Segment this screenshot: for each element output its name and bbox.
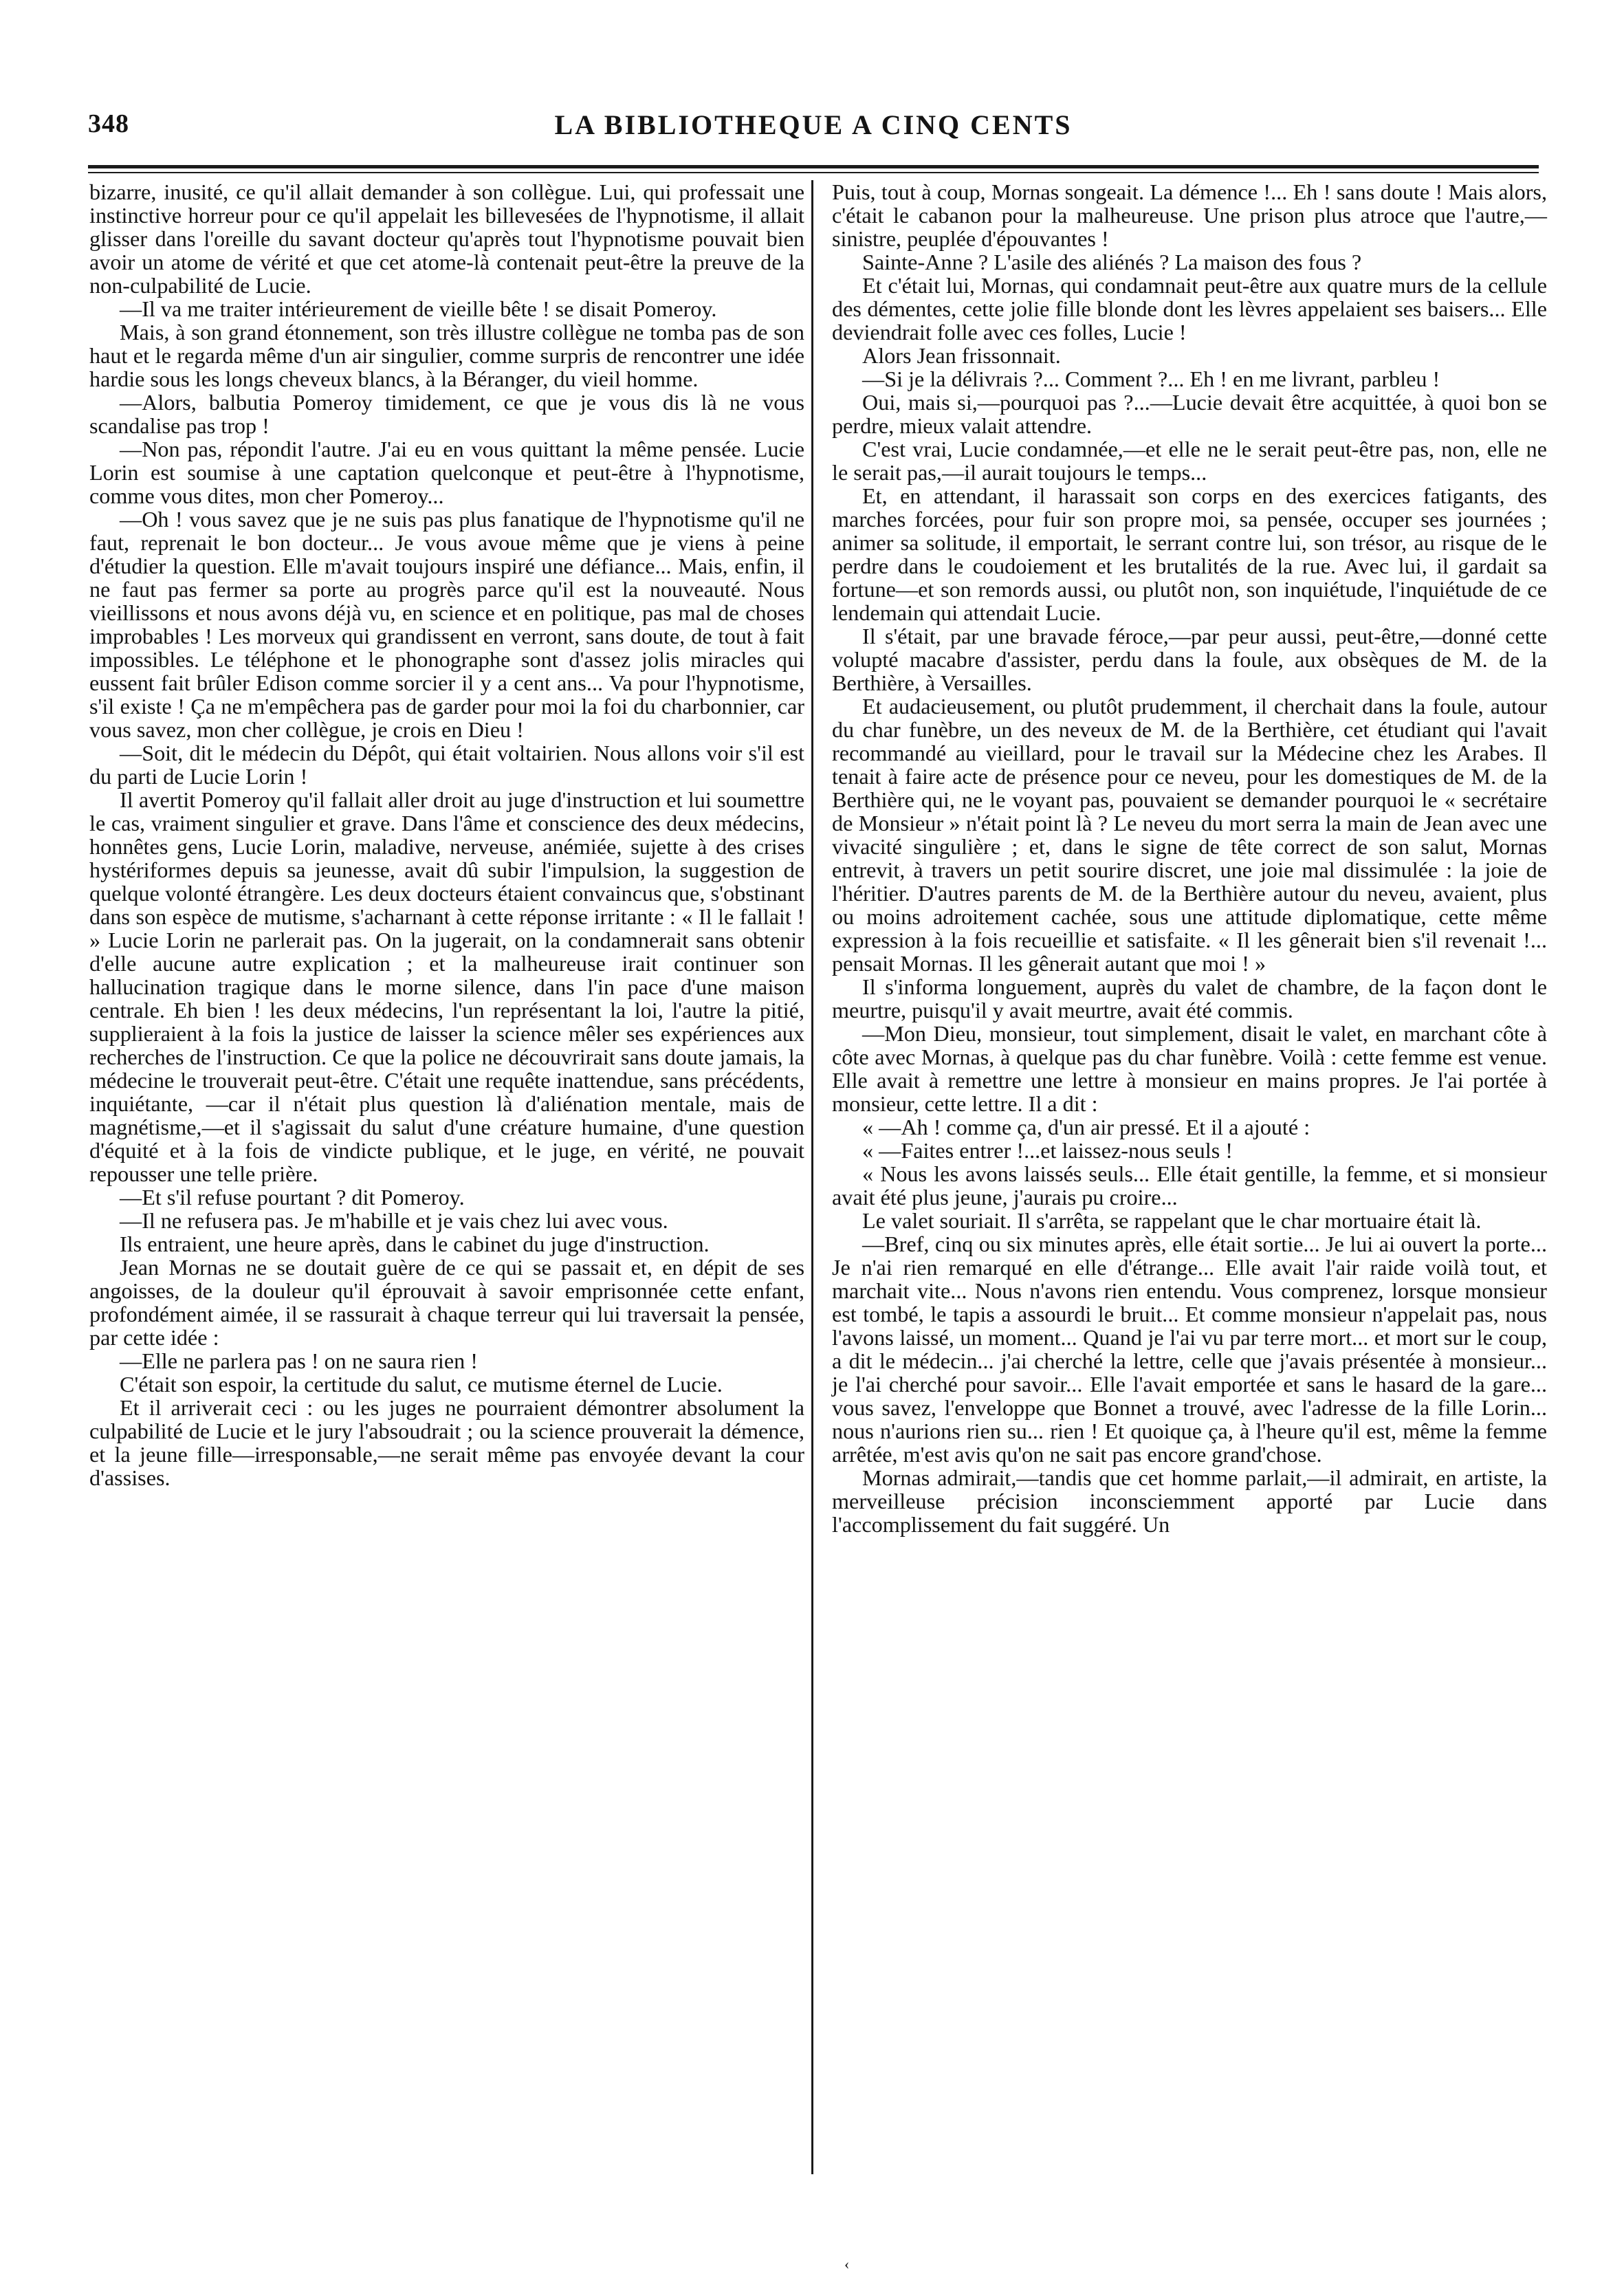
page-number: 348	[88, 109, 129, 138]
paragraph: Ils entraient, une heure après, dans le cabinet du juge d'instruction.	[120, 1232, 710, 1256]
paragraph: Sainte-Anne ? L'asile des aliénés ? La maison des fous ?	[862, 250, 1362, 274]
paragraph: —Non pas, répondit l'autre. J'ai eu en vous quittant la même pensée. Lucie Lorin est soumise à une captation quelconque et peut-être à l'hypnotisme, comme vous dites, mon cher Pomeroy...	[89, 437, 804, 508]
paragraph: C'est vrai, Lucie condamnée,—et elle ne le serait peut-être pas, non, elle ne le serait pas,—il aurait toujours le temps...	[832, 437, 1547, 485]
paragraph: Mais, à son grand étonnement, son très illustre collègue ne tomba pas de son haut et le regarda même d'un air singulier, comme surpris de rencontrer une idée hardie sous les longs cheveux blancs, à la Béranger, du vieil homme.	[89, 320, 804, 391]
header-rule	[88, 165, 1539, 168]
paragraph: Il s'était, par une bravade féroce,—par peur aussi, peut-être,—donné cette volupté macabre d'assister, perdu dans la foule, aux obsèques de M. de la Berthière, à Versailles.	[832, 624, 1547, 695]
paragraph: « —Faites entrer !...et laissez-nous seuls !	[862, 1138, 1233, 1163]
paragraph: Il s'informa longuement, auprès du valet de chambre, de la façon dont le meurtre, puisqu'il y avait meurtre, avait été commis.	[832, 974, 1547, 1022]
running-title: LA BIBLIOTHEQUE A CINQ CENTS	[554, 109, 1073, 140]
column-divider	[811, 180, 813, 2174]
paragraph: —Alors, balbutia Pomeroy timidement, ce que je vous dis là ne vous scandalise pas trop !	[89, 390, 804, 438]
header-rule-thin	[88, 172, 1539, 173]
paragraph: —Si je la délivrais ?... Comment ?... Eh ! en me livrant, parbleu !	[862, 366, 1440, 391]
paragraph: Alors Jean frissonnait.	[862, 343, 1061, 368]
paragraph: Mornas admirait,—tandis que cet homme parlait,—il admirait, en artiste, la merveilleuse précision inconsciemment apporté par Lucie dans l'accomplissement du fait suggéré. Un	[832, 1465, 1547, 1537]
left-column	[89, 180, 804, 1489]
page-header	[88, 109, 1539, 150]
paragraph: Et c'était lui, Mornas, qui condamnait peut-être aux quatre murs de la cellule des démentes, cette jolie fille blonde dont les lèvres appelaient ses baisers... Elle deviendrait folle avec ces folles, Lucie !	[832, 273, 1547, 344]
paragraph: bizarre, inusité, ce qu'il allait demander à son collègue. Lui, qui professait une instinctive horreur pour ce qu'il appelait les billevesées de l'hypnotisme, il allait glisser dans l'oreille du savant docteur qu'après tout l'hypnotisme pouvait bien avoir un atome de vérité et que cet atome-là contenait peut-être la preuve de la non-culpabilité de Lucie.	[89, 179, 804, 298]
paragraph: Jean Mornas ne se doutait guère de ce qui se passait et, en dépit de ses angoisses, de la douleur qu'il éprouvait à savoir emprisonnée cette enfant, profondément aimée, il se rassurait à chaque terreur qui lui traversait la pensée, par cette idée :	[89, 1255, 804, 1350]
paragraph: —Bref, cinq ou six minutes après, elle était sortie... Je lui ai ouvert la porte... Je n'ai rien remarqué en elle d'étrange... Elle avait l'air raide voilà tout, et marchait vite... Nous n'avons rien entendu. Vous comprenez, lorsque monsieur est tombé, le tapis a assourdi le bruit... Et comme monsieur n'appelait pas, nous l'avons laissé, un moment... Quand je l'ai vu par terre mort... et mort sur le coup, a dit le médecin... j'ai cherché la lettre, celle que j'avais présentée à monsieur... je l'ai cherché pour savoir... Elle l'avait emportée et sans le hasard de la gare... vous savez, l'enveloppe que Bonnet a trouvé, avec l'adresse de la fille Lorin... nous n'aurions rien su... rien ! Et quoique ça, à l'heure qu'il est, même la femme arrêtée, m'est avis qu'on ne sait pas encore grand'chose.	[832, 1232, 1547, 1467]
bottom-mark: ‹	[844, 2255, 850, 2273]
paragraph: —Soit, dit le médecin du Dépôt, qui était voltairien. Nous allons voir s'il est du parti de Lucie Lorin !	[89, 741, 804, 789]
paragraph: Et audacieusement, ou plutôt prudemment, il cherchait dans la foule, autour du char funèbre, un des neveux de M. de la Berthière, cet étudiant qui l'avait recommandé au vieillard, pour le travail sur la Médecine chez les Arabes. Il tenait à faire acte de présence pour ce neveu, pour les domestiques de M. de la Berthière qui, ne le voyant pas, pouvaient se demander pourquoi le « secrétaire de Monsieur » n'était point là ? Le neveu du mort serra la main de Jean avec une vivacité singulière ; et, dans le signe de tête correct de son salut, Mornas entrevit, à travers un petit sourire discret, une joie mal dissimulée : la joie de l'héritier. D'autres parents de M. de la Berthière autour du neveu, avaient, plus ou moins adroitement cachée, sous une attitude diplomatique, cette même expression à la fois recueillie et satisfaite. « Il les gênerait bien s'il revenait !... pensait Mornas. Il les gênerait autant que moi ! »	[832, 694, 1547, 976]
paragraph: C'était son espoir, la certitude du salut, ce mutisme éternel de Lucie.	[120, 1372, 723, 1397]
paragraph: —Il va me traiter intérieurement de vieille bête ! se disait Pomeroy.	[120, 296, 717, 321]
paragraph: Et, en attendant, il harassait son corps en des exercices fatigants, des marches forcées, pour fuir son propre moi, sa pensée, occuper ses journées ; animer sa solitude, il emportait, le serrant contre lui, son trésor, au risque de le perdre dans le coudoiement et les brutalités de la rue. Avec lui, il gardait sa fortune—et son remords aussi, ou plutôt non, son inquiétude, l'inquiétude de ce lendemain qui attendait Lucie.	[832, 483, 1547, 625]
paragraph: Le valet souriait. Il s'arrêta, se rappelant que le char mortuaire était là.	[862, 1208, 1482, 1233]
paragraph: —Mon Dieu, monsieur, tout simplement, disait le valet, en marchant côte à côte avec Mornas, à quelque pas du char funèbre. Voilà : cette femme est venue. Elle avait à remettre une lettre à monsieur en mains propres. Je l'ai portée à monsieur, cette lettre. Il a dit :	[832, 1021, 1547, 1116]
right-column	[832, 180, 1547, 1536]
paragraph: —Oh ! vous savez que je ne suis pas plus fanatique de l'hypnotisme qu'il ne faut, reprenait le bon docteur... Je vous avoue même que je viens à peine d'étudier la question. Elle m'avait toujours inspiré une défiance... Mais, enfin, il ne faut pas fermer sa porte au progrès parce qu'il est la nouveauté. Nous vieillissons et nous avons déjà vu, en science et en politique, pas mal de choses improbables ! Les morveux qui grandissent en verront, sans doute, de tout à fait impossibles. Le téléphone et le phonographe sont d'assez jolis miracles qui eussent fait brûler Edison comme sorcier il y a cent ans... Va pour l'hypnotisme, s'il existe ! Ça ne m'empêchera pas de garder pour moi la foi du charbonnier, car vous savez, mon cher collègue, je crois en Dieu !	[89, 507, 804, 742]
paragraph: —Elle ne parlera pas ! on ne saura rien !	[120, 1348, 479, 1373]
paragraph: —Et s'il refuse pourtant ? dit Pomeroy.	[120, 1185, 465, 1210]
paragraph: « —Ah ! comme ça, d'un air pressé. Et il a ajouté :	[862, 1115, 1310, 1139]
paragraph: Puis, tout à coup, Mornas songeait. La démence !... Eh ! sans doute ! Mais alors, c'était le cabanon pour la malheureuse. Une prison plus atroce que l'autre,—sinistre, peuplée d'épouvantes !	[832, 179, 1547, 251]
paragraph: Oui, mais si,—pourquoi pas ?...—Lucie devait être acquittée, à quoi bon se perdre, mieux valait attendre.	[832, 390, 1547, 438]
paragraph: Il avertit Pomeroy qu'il fallait aller droit au juge d'instruction et lui soumettre le cas, vraiment singulier et grave. Dans l'âme et conscience des deux médecins, honnêtes gens, Lucie Lorin, maladive, nerveuse, anémiée, sujette à des crises hystériformes depuis sa jeunesse, avait dû subir l'impulsion, la suggestion de quelque volonté étrangère. Les deux docteurs étaient convaincus que, s'obstinant dans son espèce de mutisme, s'acharnant à cette réponse irritante : « Il le fallait ! » Lucie Lorin ne parlerait pas. On la jugerait, on la condamnerait sans obtenir d'elle aucune autre explication ; et la malheureuse irait continuer son hallucination tragique dans le morne silence, dans l'in pace d'une maison centrale. Eh bien ! les deux médecins, l'un représentant la loi, l'autre la pitié, supplieraient à la fois la justice de laisser la science mêler ses expériences aux recherches de l'instruction. Ce que la police ne découvrirait sans doute jamais, la médecine le trouverait peut-être. C'était une requête inattendue, sans précédents, inquiétante, —car il n'était plus question là d'aliénation mentale, mais de magnétisme,—et il s'agissait du salut d'une créature humaine, d'une question d'équité et à la fois de vindicte publique, et le juge, en vérité, ne pouvait repousser une telle prière.	[89, 787, 804, 1186]
paragraph: Et il arriverait ceci : ou les juges ne pourraient démontrer absolument la culpabilité de Lucie et le jury l'absoudrait ; ou la science prouverait la démence, et la jeune fille—irresponsable,—ne serait même pas envoyée devant la cour d'assises.	[89, 1395, 804, 1490]
paragraph: —Il ne refusera pas. Je m'habille et je vais chez lui avec vous.	[120, 1208, 668, 1233]
paragraph: « Nous les avons laissés seuls... Elle était gentille, la femme, et si monsieur avait été plus jeune, j'aurais pu croire...	[832, 1161, 1547, 1210]
